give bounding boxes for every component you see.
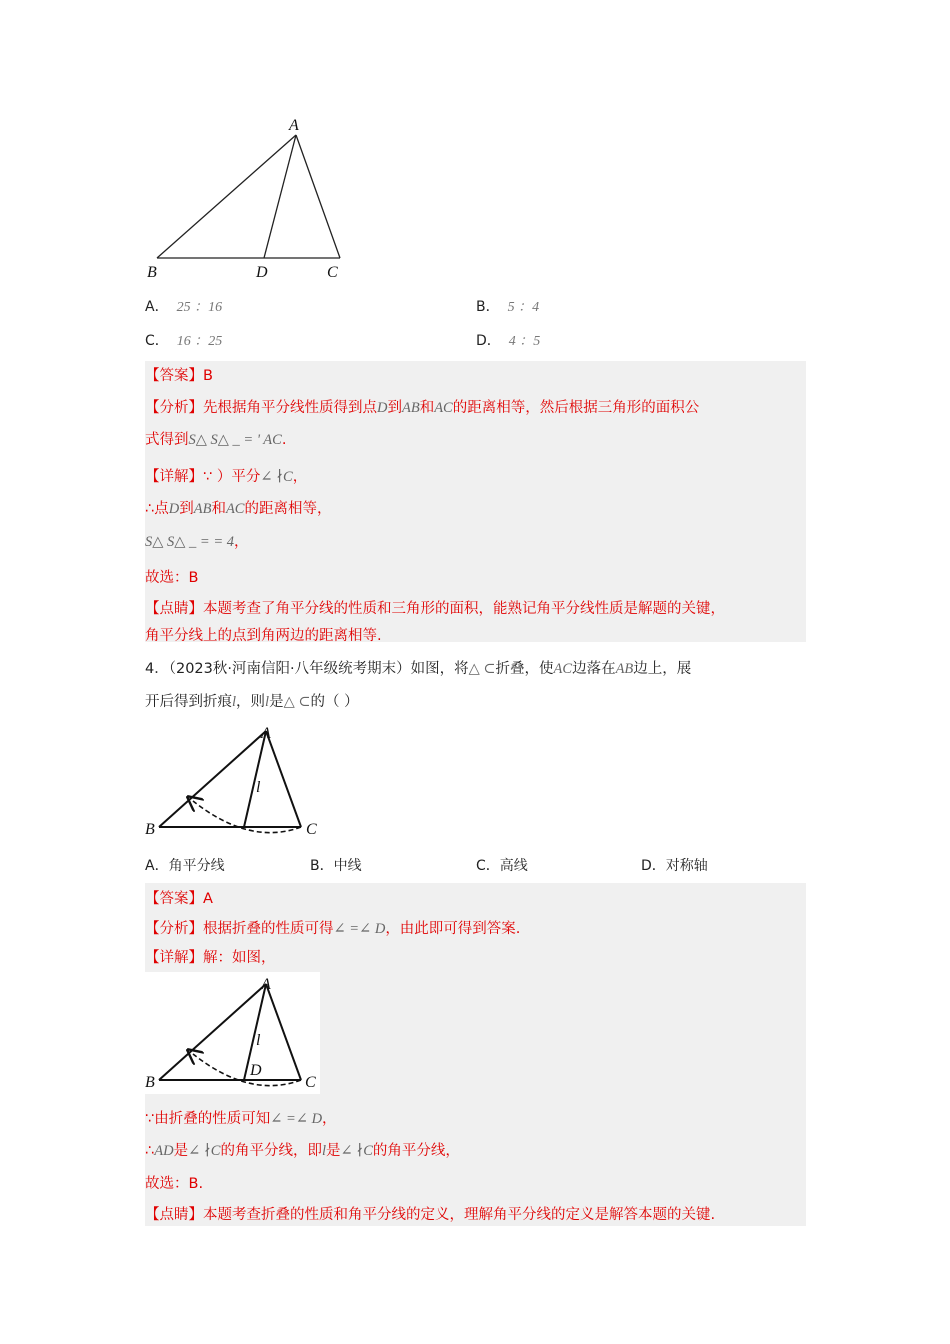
- q4-choose: 故选：B.: [145, 1176, 204, 1192]
- fig2-label-c: C: [306, 821, 317, 838]
- q3-detail-line3: S△ S△ _ = = 4，: [145, 534, 249, 550]
- q4-option-b: B．中线: [310, 858, 362, 874]
- q4-therefore: ∴AD是∠ ∤C的角平分线，即l是∠ ∤C的角平分线，: [145, 1143, 460, 1159]
- q3-analysis-line1: 【分析】先根据角平分线性质得到点D到AB和AC的距离相等，然后根据三角形的面积公: [145, 400, 700, 416]
- fig3-label-a: A: [261, 976, 271, 993]
- fig3-label-l: l: [256, 1032, 261, 1049]
- q3-option-b: B． 5 ：4: [476, 299, 540, 315]
- q3-detail-line1: 【详解】∵ ）平分∠ ∤C，: [145, 469, 308, 485]
- q4-question-line2: 开后得到折痕l，则l是△ ⊂的（ ）: [145, 694, 359, 710]
- q4-detail: 【详解】解：如图，: [145, 950, 276, 966]
- fig2-label-a: A: [261, 725, 271, 742]
- q4-option-d: D．对称轴: [641, 858, 708, 874]
- q4-analysis: 【分析】根据折叠的性质可得∠ =∠ D，由此即可得到答案.: [145, 921, 521, 937]
- q4-answer: 【答案】A: [145, 891, 213, 907]
- fig1-label-c: C: [327, 264, 338, 281]
- q3-detail-line2: ∴点D到AB和AC的距离相等，: [145, 501, 332, 517]
- q3-option-d: D． 4 ：5: [476, 333, 541, 349]
- q3-comment-line2: 角平分线上的点到角两边的距离相等.: [145, 628, 382, 644]
- fig3-label-c: C: [305, 1074, 316, 1091]
- fig3-label-d: D: [250, 1062, 262, 1079]
- q4-option-a: A．角平分线: [145, 858, 225, 874]
- fig1-label-b: B: [147, 264, 157, 281]
- fig1-label-d: D: [256, 264, 268, 281]
- fig2-label-l: l: [256, 779, 261, 796]
- figure-fold-with-d: [145, 972, 320, 1094]
- q4-comment: 【点睛】本题考查折叠的性质和角平分线的定义，理解角平分线的定义是解答本题的关键.: [145, 1207, 716, 1223]
- q4-question-line1: 4．（2023秋·河南信阳·八年级统考期末）如图，将△ ⊂折叠，使AC边落在AB边上，展: [145, 661, 692, 677]
- fig2-label-b: B: [145, 821, 155, 838]
- q3-option-a: A． 25 ：16: [145, 299, 223, 315]
- q3-choose: 故选：B: [145, 570, 199, 586]
- q4-because: ∵由折叠的性质可知∠ =∠ D，: [145, 1111, 337, 1127]
- figure-triangle-abd: [140, 110, 360, 285]
- fig3-label-b: B: [145, 1074, 155, 1091]
- figure-fold: [140, 718, 330, 840]
- fig1-label-a: A: [289, 117, 299, 134]
- q3-answer: 【答案】B: [145, 368, 213, 384]
- q3-option-c: C． 16 ：25: [145, 333, 223, 349]
- q3-analysis-line2: 式得到S△ S△ _ = ' AC.: [145, 432, 287, 448]
- q3-comment-line1: 【点睛】本题考查了角平分线的性质和三角形的面积，能熟记角平分线性质是解题的关键，: [145, 601, 725, 617]
- q4-option-c: C．高线: [476, 858, 528, 874]
